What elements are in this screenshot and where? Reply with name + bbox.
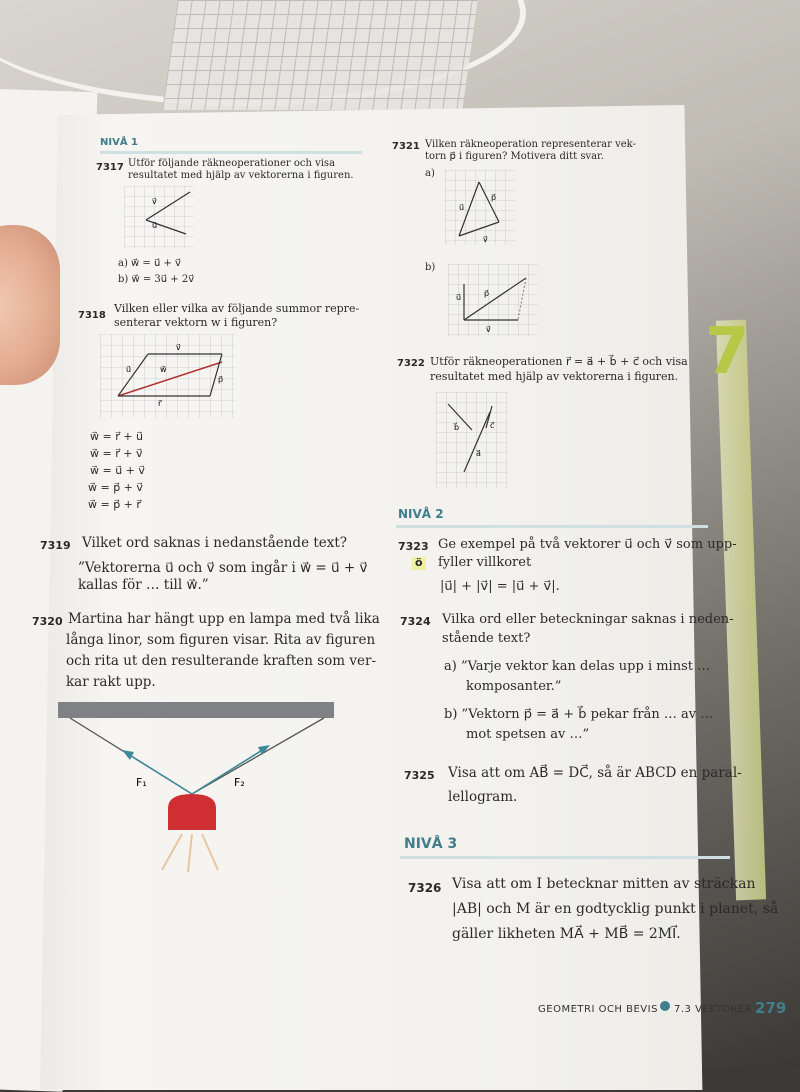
- label-c-7322: c⃗: [490, 421, 495, 430]
- label-f2: F₂: [234, 776, 245, 789]
- footer-chapter: GEOMETRI OCH BEVIS: [538, 1004, 658, 1015]
- rope-right: [192, 718, 324, 794]
- page-number: 279: [755, 999, 787, 1017]
- problem-7325-text-2: lellogram.: [448, 789, 518, 805]
- problem-7324-text-1: Vilka ord eller beteckningar saknas i neden-: [442, 612, 734, 627]
- problem-7317-text-1: Utför följande räkneoperationer och visa: [128, 158, 336, 169]
- problem-7325-number: 7325: [404, 769, 435, 782]
- problem-7319-text-2: ”Vektorerna u⃗ och v⃗ som ingår i w⃗ = u⃗ + v⃗: [78, 560, 368, 576]
- problem-7324-b-1: b) ”Vektorn p⃗ = a⃗ + b⃗ pekar från … av …: [444, 707, 714, 722]
- problem-7320-text-1: Martina har hängt upp en lampa med två lika: [68, 611, 380, 627]
- problem-7320-text-4: kar rakt upp.: [66, 674, 156, 690]
- label-v-7318: v⃗: [176, 343, 181, 352]
- problem-7320-text-2: långa linor, som figuren visar. Rita av figuren: [66, 632, 376, 648]
- level-1-rule: [100, 151, 362, 154]
- label-u-7317: u⃗: [152, 221, 158, 230]
- light-ray: [162, 834, 182, 870]
- figure-7317: [124, 186, 194, 248]
- level-1-heading: NIVÅ 1: [100, 137, 139, 148]
- force-arrow-f2: [192, 749, 264, 794]
- problem-7322-text-1: Utför räkneoperationen r⃗ = a⃗ + b⃗ + c⃗ och visa: [430, 355, 688, 368]
- light-ray: [202, 834, 218, 870]
- label-p-7321a: p⃗: [491, 193, 497, 202]
- problem-7320-number: 7320: [32, 615, 63, 628]
- problem-7319-text-1: Vilket ord saknas i nedanstående text?: [82, 535, 348, 551]
- problem-7324-a-1: a) ”Varje vektor kan delas upp i minst …: [444, 659, 711, 674]
- label-u-7321b: u⃗: [456, 293, 462, 302]
- problem-7318-option-4: w⃗ = p⃗ + v⃗: [88, 481, 143, 494]
- label-f1: F₁: [136, 776, 147, 789]
- problem-7318-option-5: w⃗ = p⃗ + r⃗: [88, 498, 141, 511]
- ceiling-bar: [58, 702, 334, 718]
- problem-7318-number: 7318: [78, 310, 106, 321]
- problem-7318-text-2: senterar vektorn w i figuren?: [114, 316, 278, 329]
- problem-7326-text-3: gäller likheten MA⃗ + MB⃗ = 2MI⃗.: [452, 926, 681, 942]
- textbook-page: [40, 105, 760, 1090]
- problem-7319-text-3: kallas för … till w⃗.”: [78, 577, 209, 593]
- problem-7318-text-1: Vilken eller vilka av följande summor repre-: [114, 302, 360, 315]
- problem-7326-number: 7326: [408, 881, 442, 895]
- problem-7323-text-1: Ge exempel på två vektorer u⃗ och v⃗ som upp-: [438, 537, 737, 552]
- label-v-7321b: v⃗: [486, 325, 491, 334]
- problem-7323-number: 7323: [398, 540, 429, 553]
- problem-7326-text-1: Visa att om I betecknar mitten av sträckan: [452, 876, 756, 892]
- problem-7326-text-2: |AB| och M är en godtycklig punkt i planet, så: [452, 901, 779, 917]
- light-ray: [188, 834, 192, 872]
- problem-7321-text-2: torn p⃗ i figuren? Motivera ditt svar.: [425, 151, 604, 162]
- label-r-7318: r⃗: [158, 399, 162, 408]
- footer-section: 7.3 VEKTORER: [674, 1004, 753, 1015]
- problem-7321-a-label: a): [425, 168, 435, 179]
- force-arrowhead-f1: [122, 750, 134, 760]
- problem-7318-option-2: w⃗ = r⃗ + v⃗: [90, 447, 143, 460]
- problem-7317-text-2: resultatet med hjälp av vektorerna i figuren.: [128, 170, 354, 181]
- chapter-tab: 7: [705, 315, 750, 389]
- label-u-7321a: u⃗: [459, 203, 465, 212]
- problem-7323-marker: ö: [412, 557, 426, 570]
- level-3-rule: [400, 856, 730, 859]
- problem-7317-b: b) w⃗ = 3u⃗ + 2v⃗: [118, 274, 195, 285]
- problem-7322-number: 7322: [397, 358, 425, 369]
- level-3-heading: NIVÅ 3: [404, 836, 458, 852]
- problem-7319-number: 7319: [40, 539, 71, 552]
- label-p-7318: p⃗: [218, 375, 224, 384]
- figure-7320-lamp: [58, 702, 338, 874]
- label-w-7318: w⃗: [160, 365, 167, 374]
- level-2-rule: [396, 525, 708, 528]
- problem-7320-text-3: och rita ut den resulterande kraften som ver-: [66, 653, 377, 669]
- problem-7318-option-1: w⃗ = r⃗ + u⃗: [90, 430, 143, 443]
- label-v-7317: v⃗: [152, 197, 157, 206]
- problem-7321-number: 7321: [392, 141, 420, 152]
- problem-7324-b-2: mot spetsen av …”: [466, 727, 590, 742]
- problem-7323-formula: |u⃗| + |v⃗| = |u⃗ + v⃗|.: [440, 579, 560, 594]
- problem-7321-b-label: b): [425, 262, 436, 273]
- label-a-7322: a⃗: [476, 449, 481, 458]
- problem-7324-number: 7324: [400, 615, 431, 628]
- label-p-7321b: p⃗: [484, 289, 490, 298]
- problem-7324-text-2: stående text?: [442, 631, 531, 646]
- figure-7318: [100, 334, 235, 418]
- problem-7325-text-1: Visa att om AB⃗ = DC⃗, så är ABCD en paral-: [448, 765, 742, 781]
- label-b-7322: b⃗: [454, 423, 460, 432]
- thumb: [0, 225, 60, 385]
- footer-dot: [660, 1001, 670, 1011]
- level-2-heading: NIVÅ 2: [398, 507, 444, 521]
- problem-7317-a: a) w⃗ = u⃗ + v⃗: [118, 258, 181, 269]
- label-u-7318: u⃗: [126, 365, 132, 374]
- problem-7323-text-2: fyller villkoret: [438, 555, 532, 570]
- problem-7317-number: 7317: [96, 162, 124, 173]
- grid-paper: [162, 0, 477, 110]
- label-v-7321a: v⃗: [483, 235, 488, 244]
- figure-7321-a: [445, 170, 515, 245]
- problem-7318-option-3: w⃗ = u⃗ + v⃗: [90, 464, 145, 477]
- figure-7321-b: [448, 264, 538, 336]
- problem-7322-text-2: resultatet med hjälp av vektorerna i figuren.: [430, 370, 679, 383]
- lamp-shade: [168, 794, 216, 830]
- problem-7321-text-1: Vilken räkneoperation representerar vek-: [425, 139, 636, 150]
- figure-7322: [436, 392, 508, 488]
- problem-7324-a-2: komposanter.”: [466, 679, 562, 694]
